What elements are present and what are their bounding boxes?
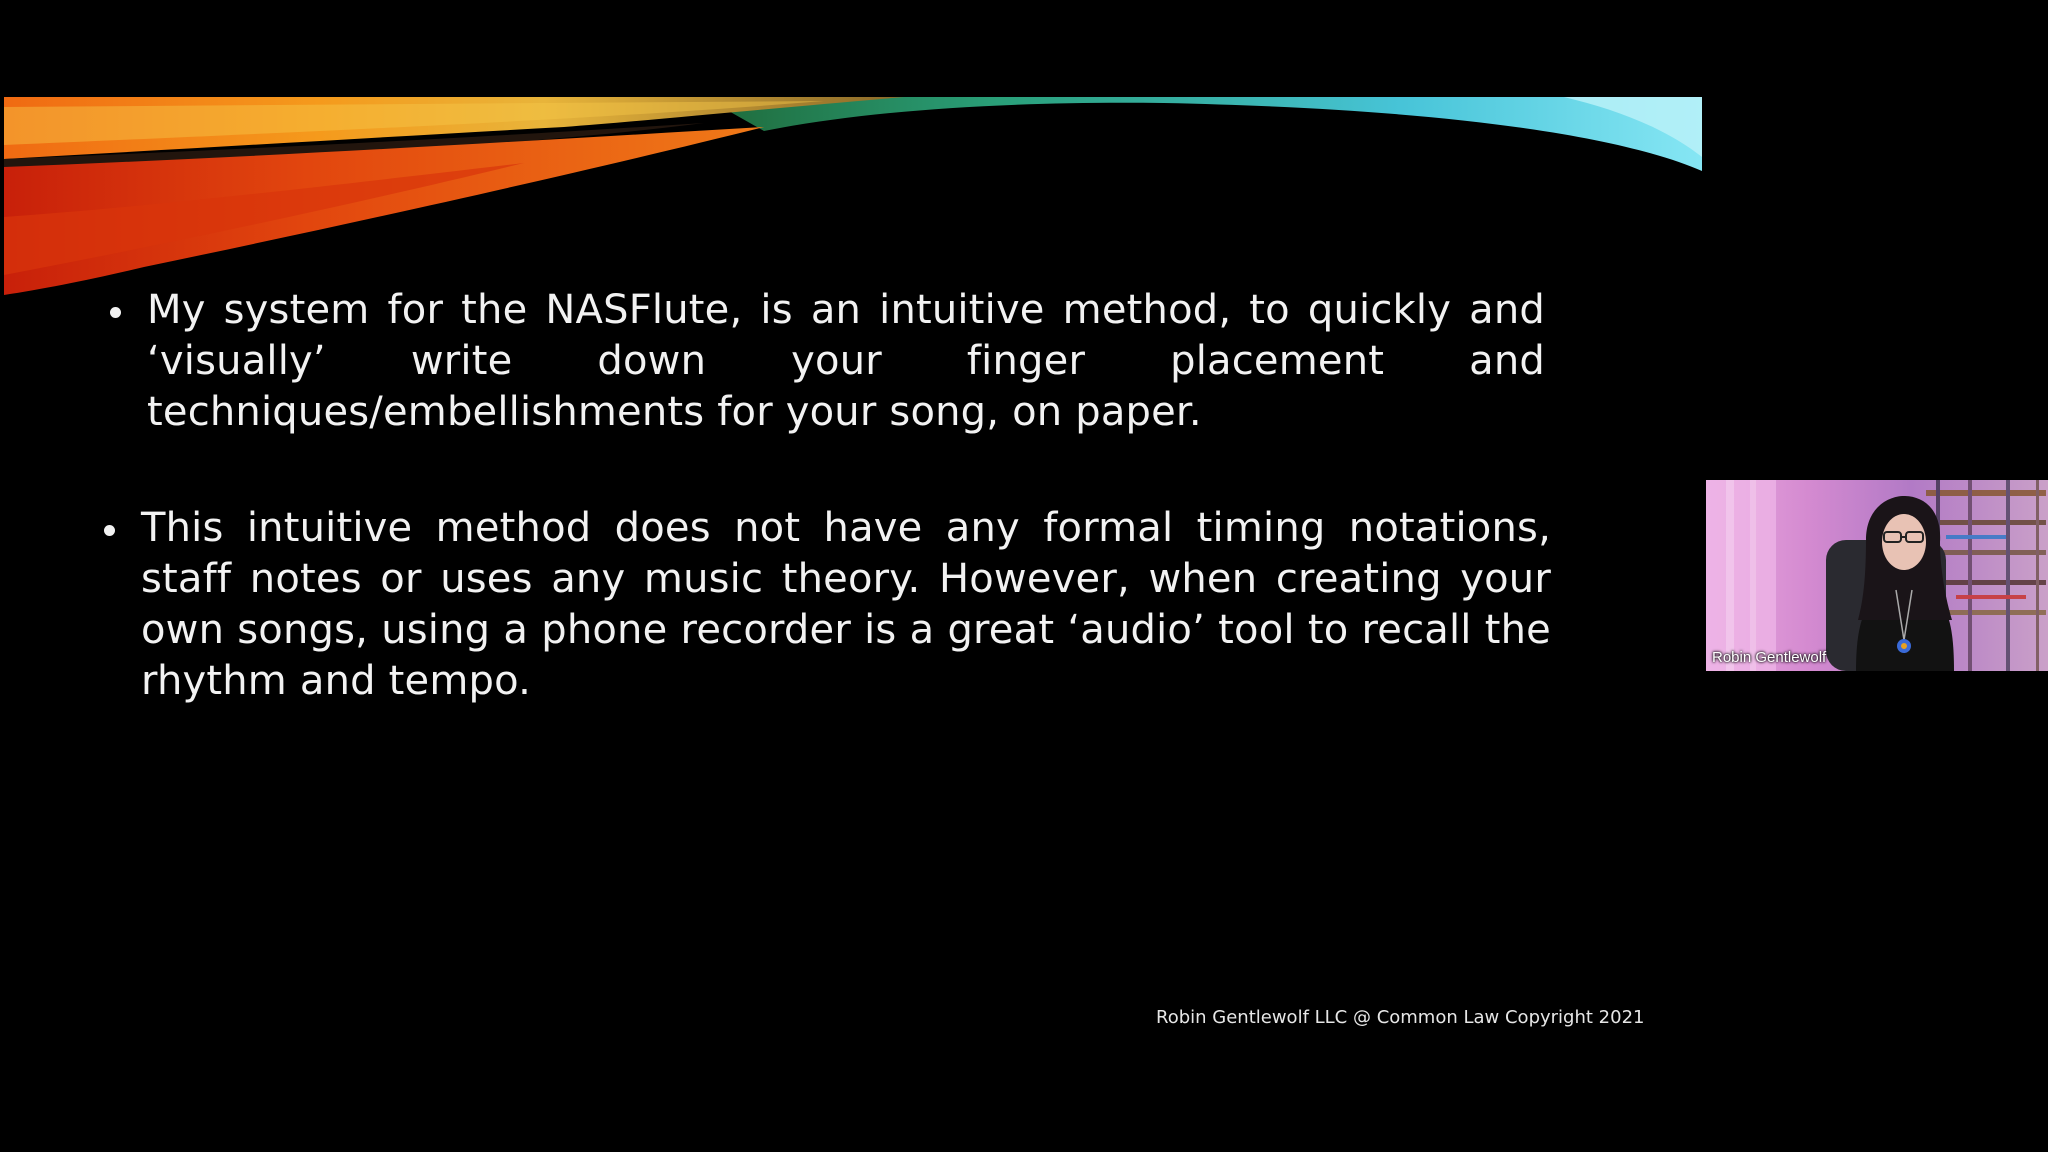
participant-video-feed — [1706, 480, 2048, 671]
bullet-text: This intuitive method does not have any formal timing notations, staff notes or uses any music theory. However, when creating your own songs, using a phone recorder is a great ‘audio’ tool to recall the rhythm and tempo. — [141, 505, 1551, 704]
participant-name-label: Robin Gentlewolf — [1712, 649, 1827, 666]
bullet-dot-icon — [110, 307, 121, 318]
bullet-dot-icon — [104, 525, 115, 536]
slide-footer-copyright: Robin Gentlewolf LLC @ Common Law Copyright 2021 — [1156, 1007, 1645, 1028]
bullet-text: My system for the NASFlute, is an intuitive method, to quickly and ‘visually’ write down your finger placement and techniques/embellishments for your song, on paper. — [147, 287, 1545, 435]
participant-video-tile[interactable] — [1706, 480, 2048, 671]
slide-header-banner — [4, 97, 1702, 297]
